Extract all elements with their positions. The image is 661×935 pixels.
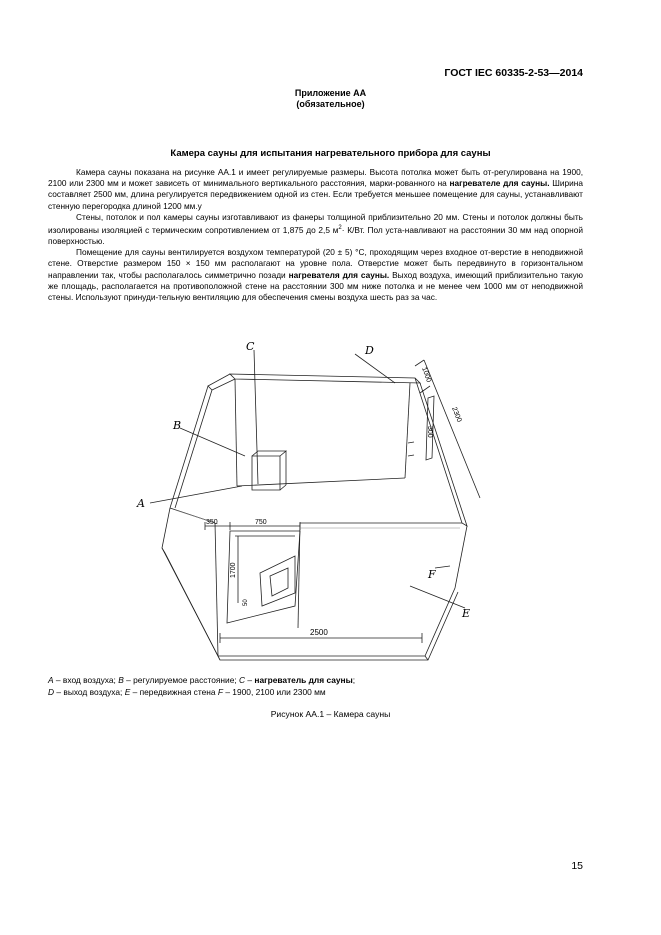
legend-key-b: B [118,675,124,685]
figure-caption: Рисунок АА.1 – Камера сауны [270,709,391,719]
legend-text-d: – выход воздуха; [54,686,125,697]
paragraph-ventilation [48,247,583,303]
paragraph-dimensions [48,167,583,212]
legend-line-2 [48,687,355,699]
page-number: 15 [571,860,583,872]
sauna-chamber-drawing [110,338,500,668]
body-text [48,167,583,303]
label-a: A [137,497,145,510]
p3-text-c: Выход воздуха, имеющий приблизительно такую же площадь, располагается на противоположной стене на расстоянии 300 мм ниже потолка и не менее чем 1000 мм от неподвижной стены. Используют принуди-тельную вентиляцию для обеспечения смены воздуха шесть раз за час. [48,269,583,302]
p3-text-bold: нагревателя для сауны. [288,269,390,280]
label-d: D [365,344,374,357]
leader-b [180,428,245,456]
dim-300: 300 [426,426,433,438]
back-floor-edge [237,478,405,486]
annex-status: (обязательное) [296,99,365,109]
dim-350: 350 [206,519,218,526]
legend-text-c: нагреватель для сауны [254,675,353,685]
legend-key-d: D [48,686,55,697]
label-c: C [246,340,255,353]
section-title: Камера сауны для испытания нагревательного прибора для сауны [170,148,491,159]
p1-text-a: Камера сауны показана на рисунке АА.1 и имеет регулируемые размеры. Высота потолка может быть от-регулирована на 1900, 2100 или 2300 мм и может зависеть от минимального вертикального расстояния, марки-рованного на [48,167,583,189]
p2-text-c: · К/Вт. Пол уста-навливают на расстоянии 30 мм над опорной поверхностью. [48,224,583,246]
paragraph-materials [48,212,583,247]
leader-d [355,354,395,383]
legend-key-a: A [48,675,54,685]
dim-2500: 2500 [310,628,328,637]
label-f: F [428,568,436,581]
standard-code: ГОСТ IEC 60335-2-53—2014 [444,67,583,79]
leader-f [435,566,450,568]
left-wall-top-edge [208,374,235,390]
legend-text-e: – передвижная стена [130,686,218,697]
legend-text-b: – регулируемое расстояние; [123,675,240,685]
legend-key-e: E [124,686,131,697]
legend-text-f: – 1900, 2100 или 2300 мм [223,686,326,697]
leader-a [150,486,242,503]
dim-1000: 1000 [420,366,433,384]
sauna-chamber-figure [110,338,500,668]
dim-1700: 1700 [230,562,237,578]
dim-750: 750 [255,519,267,526]
figure-legend [48,675,355,698]
p1-text-c: Ширина составляет 2500 мм, длина регулируется передвижением одной из стен. Если требуется меньшее помещение для сауны, устанавливают стенную перегородка длиной 1200 мм.у [48,178,583,211]
legend-key-c: C [239,675,246,685]
legend-text-a: – вход воздуха; [53,675,119,685]
legend-end-c: ; [352,675,356,685]
label-e: E [462,607,471,620]
legend-dash-c: – [245,675,255,685]
dim-2300: 2300 [450,406,463,424]
p2-superscript: 2 [338,225,342,232]
back-wall-top-edge [230,374,420,383]
leader-e [410,586,465,608]
p2-text-a: Стены, потолок и пол камеры сауны изготавливают из фанеры толщиной приблизительно 20 мм. Стены и потолок должны быть изолированы изоляцией с термическим сопротивлением от 1,875 до 2,5 м [48,211,583,235]
label-b: B [173,419,182,432]
legend-key-f: F [217,686,223,697]
right-wall-top-edge [415,378,467,526]
leader-c [254,350,258,484]
p3-text-a: Помещение для сауны вентилируется воздухом температурой (20 ± 5) °С, проходящим через входное от-верстие в неподвижной стене. Отверстие размером 150 × 150 мм располагают на уровне пола. Отверстие может быть передвинуто в горизонтальном направлении так, чтобы располагалось симметрично позади [48,247,583,280]
dim-50: 50 [243,599,249,606]
legend-line-1 [48,675,355,687]
annex-title: Приложение АА [294,88,367,98]
p1-text-bold: нагревателе для сауны. [449,178,550,189]
